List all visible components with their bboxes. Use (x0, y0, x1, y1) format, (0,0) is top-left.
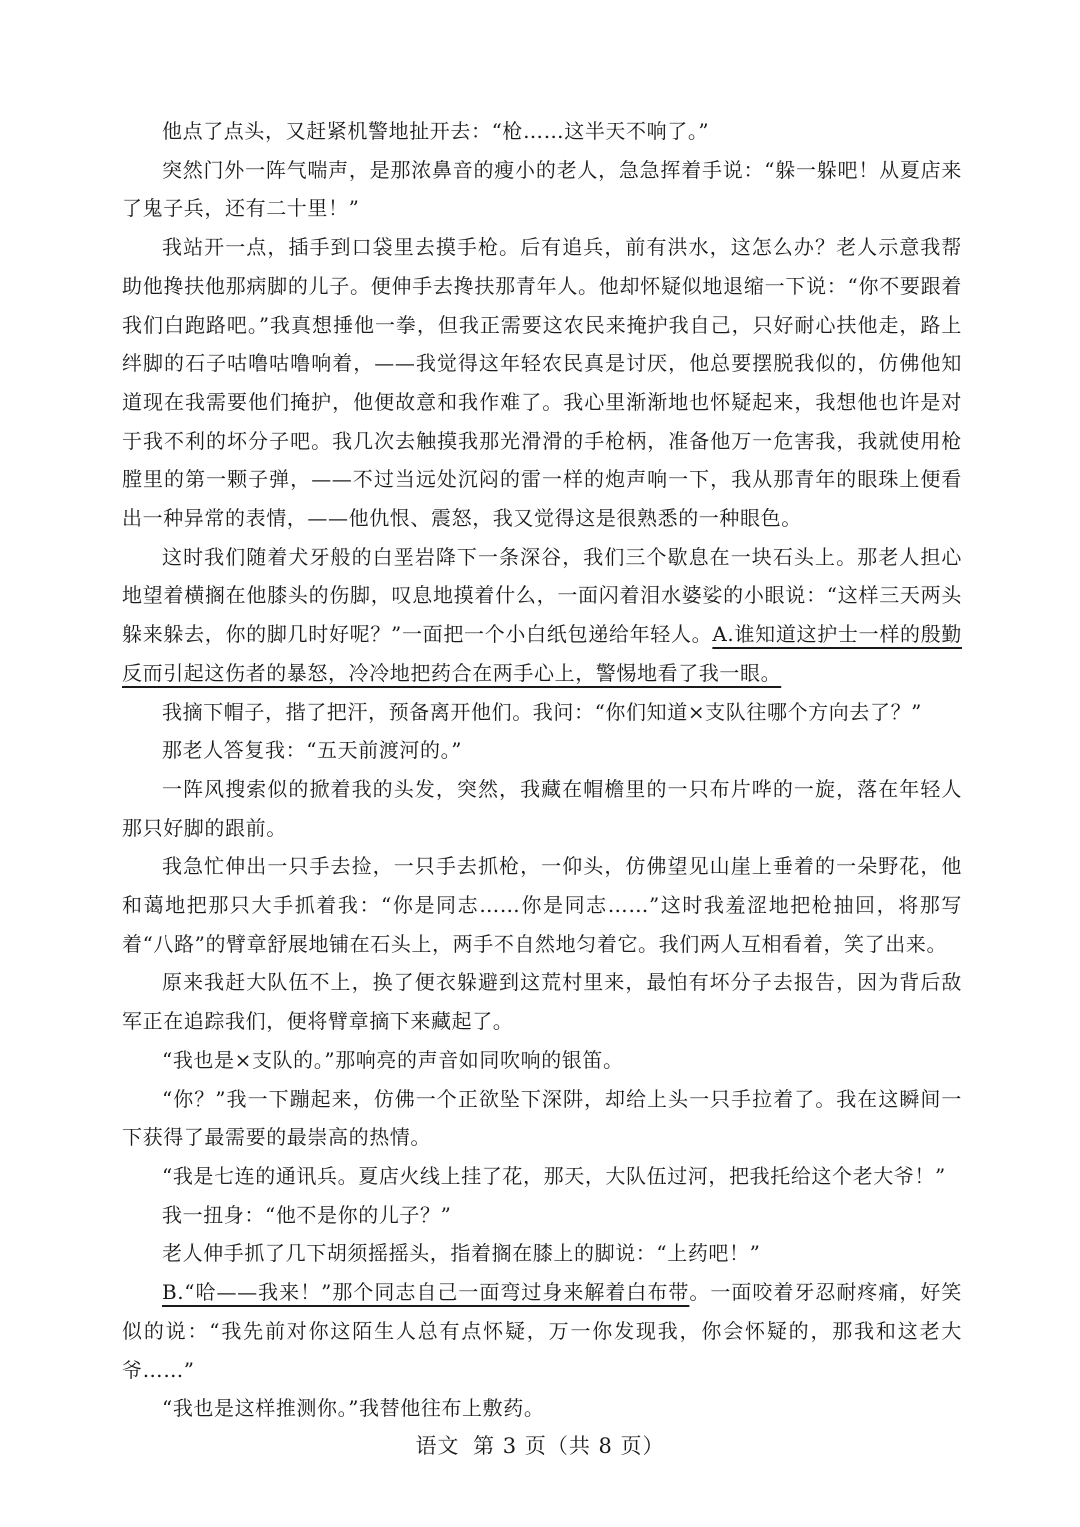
paragraph-text: 突然门外一阵气喘声，是那浓鼻音的瘦小的老人，急急挥着手说：“躲一躲吧！从夏店来了鬼子兵，还有二十里！” (122, 157, 962, 221)
paragraph-text: 一阵风搜索似的掀着我的头发，突然，我藏在帽檐里的一只布片哗的一旋，落在年轻人那只好脚的跟前。 (122, 776, 962, 840)
paragraph-8 (122, 847, 962, 963)
paragraph-text: 我一扭身：“他不是你的儿子？” (162, 1202, 452, 1227)
paragraph-4 (122, 538, 962, 693)
paragraph-2 (122, 151, 962, 228)
paragraph-text: “你？”我一下蹦起来，仿佛一个正欲坠下深阱，却给上头一只手拉着了。我在这瞬间一下获得了最需要的最崇高的热情。 (122, 1086, 962, 1150)
underlined-passage-a: A.谁知道这护士一样的殷勤反而引起这伤者的暴怒，冷冷地把药合在两手心上，警惕地看了我一眼。 (122, 622, 962, 685)
paragraph-text: 。一面咬着牙忍耐疼痛，好笑似的说：“我先前对你这陌生人总有点怀疑，万一你发现我，你会怀疑的，那我和这老大爷……” (122, 1280, 962, 1382)
paragraph-14 (122, 1234, 962, 1273)
paragraph-10 (122, 1041, 962, 1080)
page-footer (0, 1430, 1080, 1460)
paragraph-text: “我也是×支队的。”那响亮的声音如同吹响的银笛。 (162, 1047, 624, 1072)
underlined-passage-b: B.“哈——我来！”那个同志自己一面弯过身来解着白布带 (162, 1280, 690, 1305)
paragraph-text: 原来我赶大队伍不上，换了便衣躲避到这荒村里来，最怕有坏分子去报告，因为背后敌军正在追踪我们，便将臂章摘下来藏起了。 (122, 970, 962, 1034)
footer-page-number: 第 3 页（共 8 页） (473, 1434, 665, 1458)
paragraph-1 (122, 112, 962, 151)
page-body (122, 112, 962, 1428)
paragraph-3 (122, 228, 962, 538)
paragraph-text: 那老人答复我：“五天前渡河的。” (162, 738, 463, 763)
paragraph-text: “我也是这样推测你。”我替他往布上敷药。 (162, 1396, 545, 1421)
paragraph-13 (122, 1196, 962, 1235)
paragraph-15 (122, 1273, 962, 1389)
paragraph-7 (122, 770, 962, 847)
paragraph-11 (122, 1080, 962, 1157)
paragraph-6 (122, 731, 962, 770)
footer-subject: 语文 (415, 1434, 460, 1458)
paragraph-text: 他点了点头，又赶紧机警地扯开去：“枪……这半天不响了。” (162, 119, 710, 143)
paragraph-text: 我站开一点，插手到口袋里去摸手枪。后有追兵，前有洪水，这怎么办？老人示意我帮助他搀扶他那病脚的儿子。便伸手去搀扶那青年人。他却怀疑似地退缩一下说：“你不要跟着我们白跑路吧。”我真想捶他一拳，但我正需要这农民来掩护我自己，只好耐心扶他走，路上绊脚的石子咕噜咕噜响着，——我觉得这年轻农民真是讨厌，他总要摆脱我似的，仿佛他知道现在我需要他们掩护，他便故意和我作难了。我心里渐渐地也怀疑起来，我想他也许是对于我不利的坏分子吧。我几次去触摸我那光滑滑的手枪柄，准备他万一危害我，我就使用枪膛里的第一颗子弹，——不过当远处沉闷的雷一样的炮声响一下，我从那青年的眼珠上便看出一种异常的表情，——他仇恨、震怒，我又觉得这是很熟悉的一种眼色。 (122, 235, 962, 531)
paragraph-5 (122, 693, 962, 732)
paragraph-text: 这时我们随着犬牙般的白垩岩降下一条深谷，我们三个歇息在一块石头上。那老人担心地望着横搁在他膝头的伤脚，叹息地摸着什么，一面闪着泪水婆娑的小眼说：“这样三天两头躲来躲去，你的脚几时好呢？”一面把一个小白纸包递给年轻人。 (122, 544, 962, 647)
paragraph-9 (122, 963, 962, 1040)
paragraph-12 (122, 1157, 962, 1196)
paragraph-text: 老人伸手抓了几下胡须摇摇头，指着搁在膝上的脚说：“上药吧！” (162, 1241, 761, 1266)
paragraph-text: 我摘下帽子，揩了把汗，预备离开他们。我问：“你们知道×支队往哪个方向去了？” (162, 699, 923, 724)
paragraph-text: 我急忙伸出一只手去捡，一只手去抓枪，一仰头，仿佛望见山崖上垂着的一朵野花，他和蔼地把那只大手抓着我：“你是同志……你是同志……”这时我羞涩地把枪抽回，将那写着“八路”的臂章舒展地铺在石头上，两手不自然地匀着它。我们两人互相看着，笑了出来。 (122, 854, 962, 956)
paragraph-text: “我是七连的通讯兵。夏店火线上挂了花，那天，大队伍过河，把我托给这个老大爷！” (162, 1163, 946, 1188)
paragraph-16 (122, 1389, 962, 1428)
